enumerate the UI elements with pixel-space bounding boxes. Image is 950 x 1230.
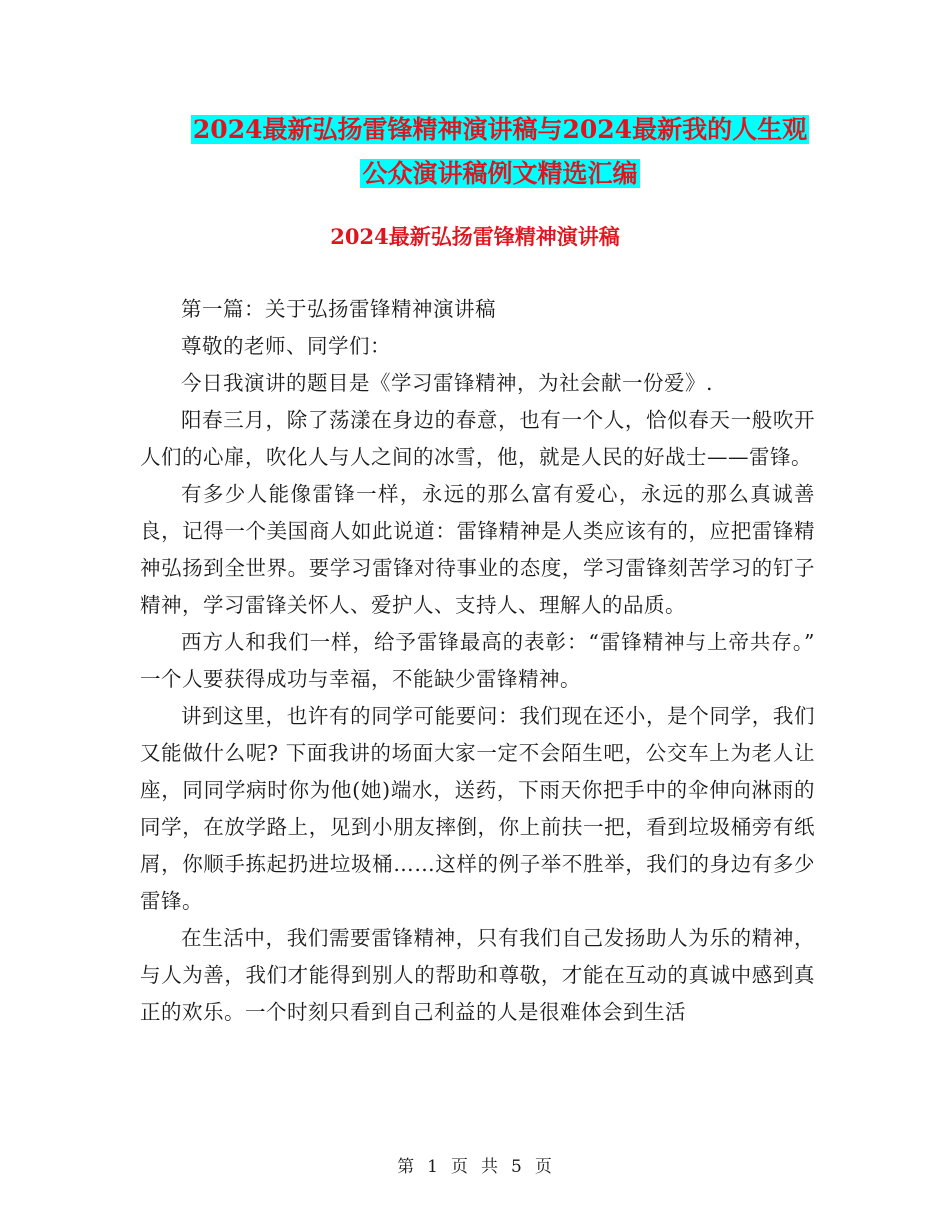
page-footer <box>0 1152 950 1177</box>
footer-page-prefix: 第 <box>397 1157 416 1177</box>
paragraph: 今日我演讲的题目是《学习雷锋精神，为社会献一份爱》. <box>181 371 714 395</box>
paragraph: 尊敬的老师、同学们： <box>181 334 391 358</box>
paragraph: 阳春三月，除了荡漾在身边的春意，也有一个人，恰似春天一般吹开人们的心扉，吹化人与人之间的冰雪，他，就是人民的好战士——雷锋。 <box>140 408 815 469</box>
section-heading: 2024最新弘扬雷锋精神演讲稿 <box>330 224 620 249</box>
paragraph: 在生活中，我们需要雷锋精神，只有我们自己发扬助人为乐的精神，与人为善，我们才能得到别人的帮助和尊敬，才能在互动的真诚中感到真正的欢乐。一个时刻只看到自己利益的人是很难体会到生活 <box>140 926 815 1024</box>
footer-page-mid: 页 <box>451 1157 469 1177</box>
footer-page-suffix: 页 <box>534 1157 553 1177</box>
document-title-line-2 <box>140 152 860 196</box>
paragraph: 第一篇：关于弘扬雷锋精神演讲稿 <box>181 297 496 321</box>
footer-total-pages: 5 <box>511 1157 523 1177</box>
document-title-text-1: 2024最新弘扬雷锋精神演讲稿与2024最新我的人生观 <box>192 115 808 144</box>
footer-page-number: 1 <box>427 1157 439 1177</box>
paragraph: 有多少人能像雷锋一样，永远的那么富有爱心，永远的那么真诚善良，记得一个美国商人如此说道：雷锋精神是人类应该有的，应把雷锋精神弘扬到全世界。要学习雷锋对待事业的态度，学习雷锋刻苦学习的钉子精神，学习雷锋关怀人、爱护人、支持人、理解人的品质。 <box>140 482 815 617</box>
paragraph: 西方人和我们一样，给予雷锋最高的表彰：“雷锋精神与上帝共存。” 一个人要获得成功与幸福，不能缺少雷锋精神。 <box>140 630 815 691</box>
paragraph: 讲到这里，也许有的同学可能要问：我们现在还小，是个同学，我们又能做什么呢? 下面我讲的场面大家一定不会陌生吧，公交车上为老人让座，同同学病时你为他(她)端水，送药，下雨天你把手中的伞伸向淋雨的同学，在放学路上，见到小朋友摔倒，你上前扶一把，看到垃圾桶旁有纸屑，你顺手拣起扔进垃圾桶……这样的例子举不胜举，我们的身边有多少雷锋。 <box>140 704 815 913</box>
footer-total-label: 共 <box>481 1157 499 1177</box>
document-title-line-1 <box>140 108 860 152</box>
document-body <box>140 291 815 1031</box>
document-title-text-2: 公众演讲稿例文精选汇编 <box>362 159 638 188</box>
